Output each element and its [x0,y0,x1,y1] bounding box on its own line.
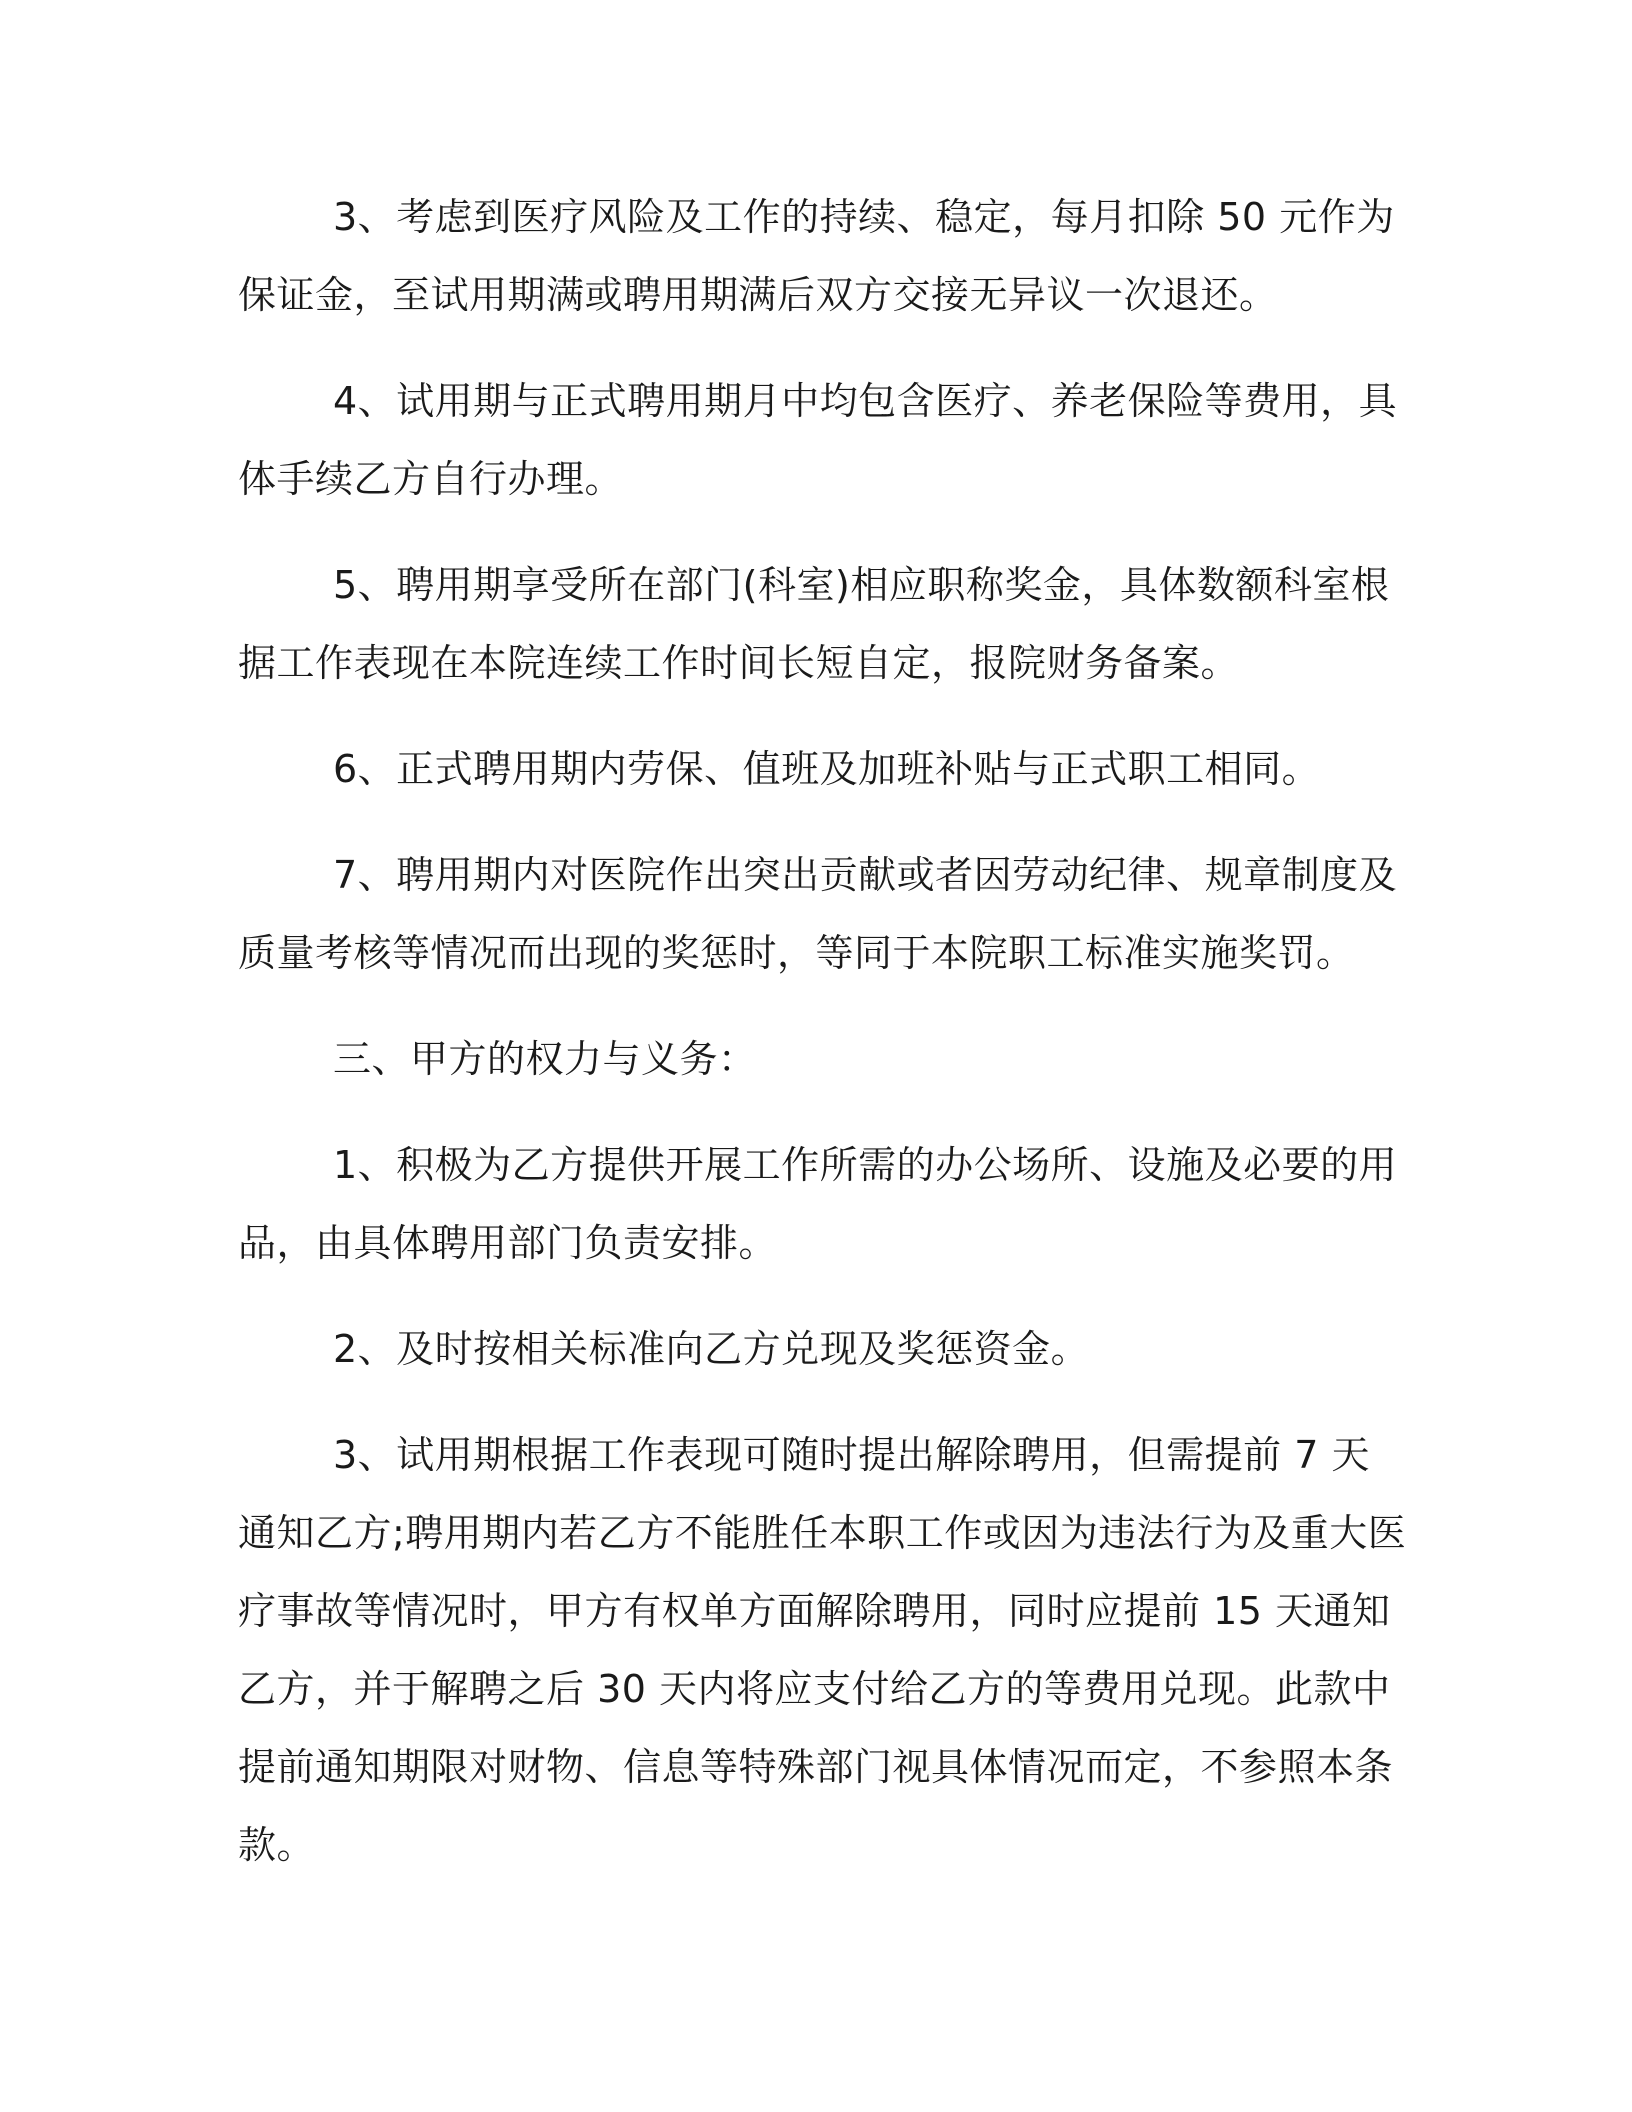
document-body [238,178,1408,1884]
paragraph-gap [238,992,1408,1020]
paragraph-clause-2-3: 3、考虑到医疗风险及工作的持续、稳定，每月扣除 50 元作为保证金，至试用期满或聘用期满后双方交接无异议一次退还。 [238,195,1395,317]
paragraph-clause-3-2: 2、及时按相关标准向乙方兑现及奖惩资金。 [333,1327,1090,1371]
paragraph-gap [238,518,1408,546]
paragraph-gap [238,1388,1408,1416]
paragraph-gap [238,702,1408,730]
paragraph-gap [238,1098,1408,1126]
paragraph-clause-2-7: 7、聘用期内对医院作出突出贡献或者因劳动纪律、规章制度及质量考核等情况而出现的奖惩时，等同于本院职工标准实施奖罚。 [238,853,1398,975]
paragraph-clause-3-1: 1、积极为乙方提供开展工作所需的办公场所、设施及必要的用品，由具体聘用部门负责安排。 [238,1143,1398,1265]
paragraph-clause-3-3: 3、试用期根据工作表现可随时提出解除聘用，但需提前 7 天通知乙方;聘用期内若乙方不能胜任本职工作或因为违法行为及重大医疗事故等情况时，甲方有权单方面解除聘用，同时应提前 15 天通知乙方，并于解聘之后 30 天内将应支付给乙方的等费用兑现。此款中提前通知期限对财物、信息等特殊部门视具体情况而定，不参照本条款。 [238,1433,1407,1867]
paragraph-gap [238,808,1408,836]
paragraph-gap [238,1282,1408,1310]
paragraph-clause-2-6: 6、正式聘用期内劳保、值班及加班补贴与正式职工相同。 [333,747,1321,791]
section-heading-3: 三、甲方的权力与义务： [333,1037,757,1081]
paragraph-clause-2-4: 4、试用期与正式聘用期月中均包含医疗、养老保险等费用，具体手续乙方自行办理。 [238,379,1398,501]
paragraph-clause-2-5: 5、聘用期享受所在部门(科室)相应职称奖金，具体数额科室根据工作表现在本院连续工作时间长短自定，报院财务备案。 [238,563,1390,685]
paragraph-gap [238,334,1408,362]
